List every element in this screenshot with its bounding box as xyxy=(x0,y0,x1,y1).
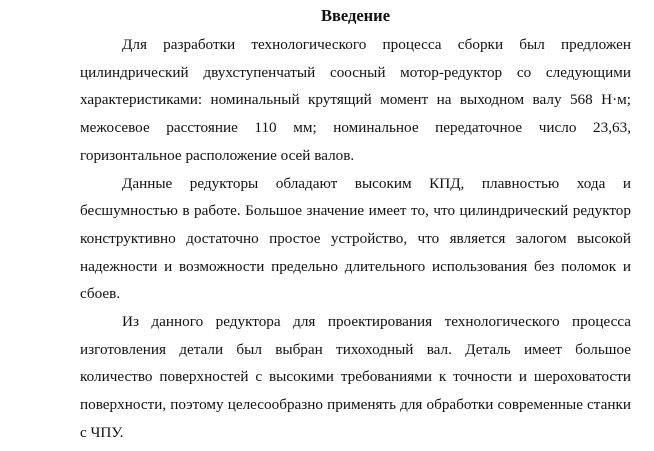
document-page xyxy=(80,5,631,447)
section-title: Введение xyxy=(320,6,391,25)
paragraph-intro: Для разработки технологического процесса сборки был предложен цилиндрический двухступенчатый соосный мотор-редуктор со следующими характеристиками: номинальный крутящий момент на выходном валу 568 Н·м; межосевое расстояние 110 мм; номинальное передаточное число 23,63, горизонтальное расположение осей валов. xyxy=(80,36,631,164)
paragraph-advantages: Данные редукторы обладают высоким КПД, плавностью хода и бесшумностью в работе. Большое значение имеет то, что цилиндрический редуктор конструктивно достаточно простое устройство, что является залогом высокой надежности и возможности предельно длительного использования без поломок и сбоев. xyxy=(80,174,631,303)
paragraph-part-selection: Из данного редуктора для проектирования технологического процесса изготовления детали был выбран тихоходный вал. Деталь имеет большое количество поверхностей с высокими требованиями к точности и шероховатости поверхности, поэтому целесообразно применять для обработки современные станки с ЧПУ. xyxy=(80,313,631,441)
